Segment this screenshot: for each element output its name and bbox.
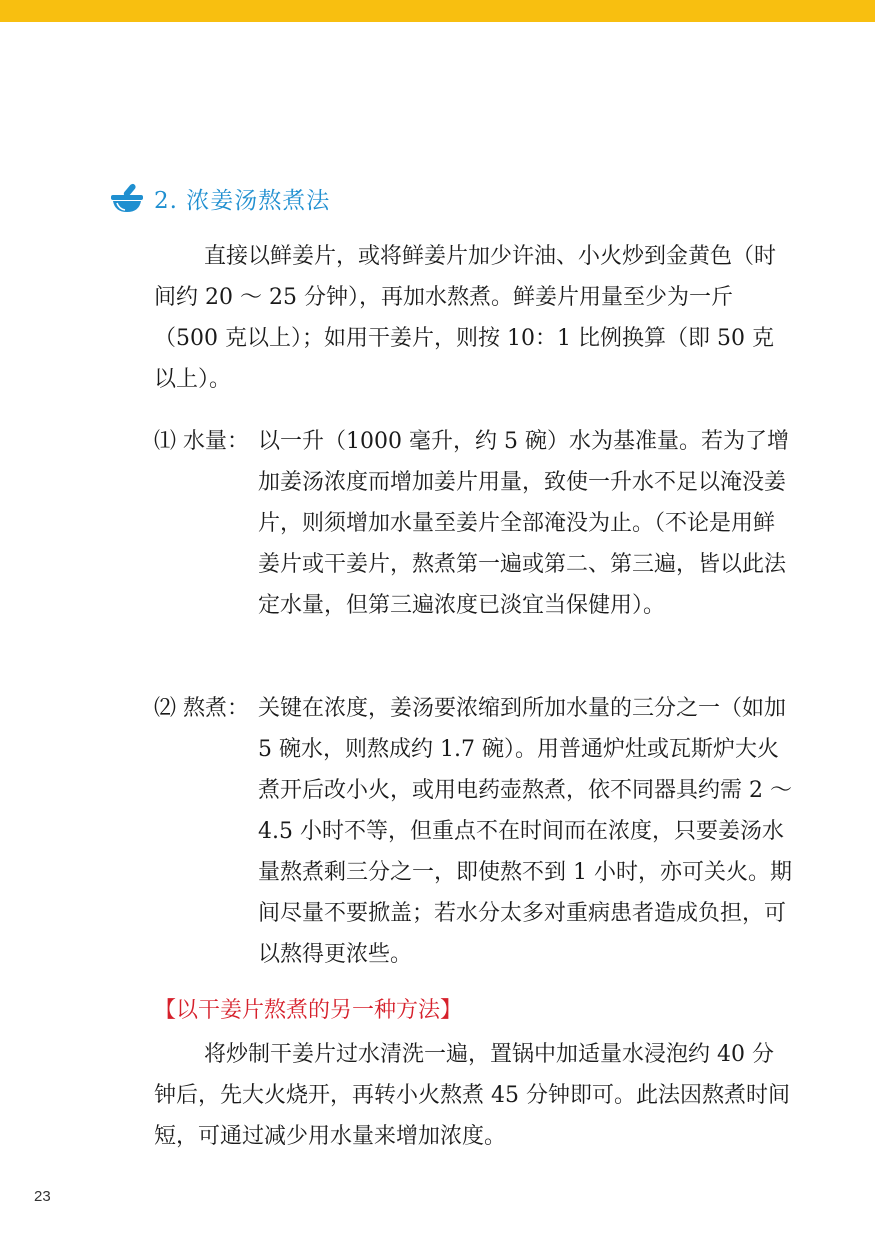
alt-method-title: 【以干姜片熬煮的另一种方法】 [154,998,463,1023]
item-marker: ⑴ 水量： [154,429,249,454]
intro-paragraph: 直接以鲜姜片，或将鲜姜片加少许油、小火炒到金黄色（时间约 20 ～ 25 分钟），再加水熬煮。鲜姜片用量至少为一斤（500 克以上）；如用干姜片，则按 10：1 比例换算（即 50 克以上）。 [154,244,777,392]
list-item-boiling [154,688,794,975]
top-color-bar [0,0,875,22]
item-text: 关键在浓度，姜汤要浓缩到所加水量的三分之一（如加 5 碗水，则熬成约 1.7 碗）。用普通炉灶或瓦斯炉大火煮开后改小火，或用电药壶熬煮，依不同器具约需 2 ～ 4.5 小时不等，但重点不在时间而在浓度，只要姜汤水量熬煮剩三分之一，即使熬不到 1 小时，亦可关火。期间尽量不要掀盖；若水分太多对重病患者造成负担，可以熬得更浓些。 [258,696,792,967]
item-text: 以一升（1000 毫升，约 5 碗）水为基准量。若为了增加姜汤浓度而增加姜片用量，致使一升水不足以淹没姜片，则须增加水量至姜片全部淹没为止。（不论是用鲜姜片或干姜片，熬煮第一遍或第二、第三遍，皆以此法定水量，但第三遍浓度已淡宜当保健用）。 [258,429,789,618]
alt-method-paragraph: 将炒制干姜片过水清洗一遍，置锅中加适量水浸泡约 40 分钟后，先大火烧开，再转小火熬煮 45 分钟即可。此法因熬煮时间短，可通过减少用水量来增加浓度。 [154,1042,790,1149]
section-title: 2. 浓姜汤熬煮法 [154,187,331,214]
section-heading [108,178,330,218]
page-number: 23 [34,1188,51,1205]
list-item-water-amount [154,421,794,626]
item-marker: ⑵ 熬煮： [154,696,249,721]
mortar-bowl-icon [108,181,146,215]
